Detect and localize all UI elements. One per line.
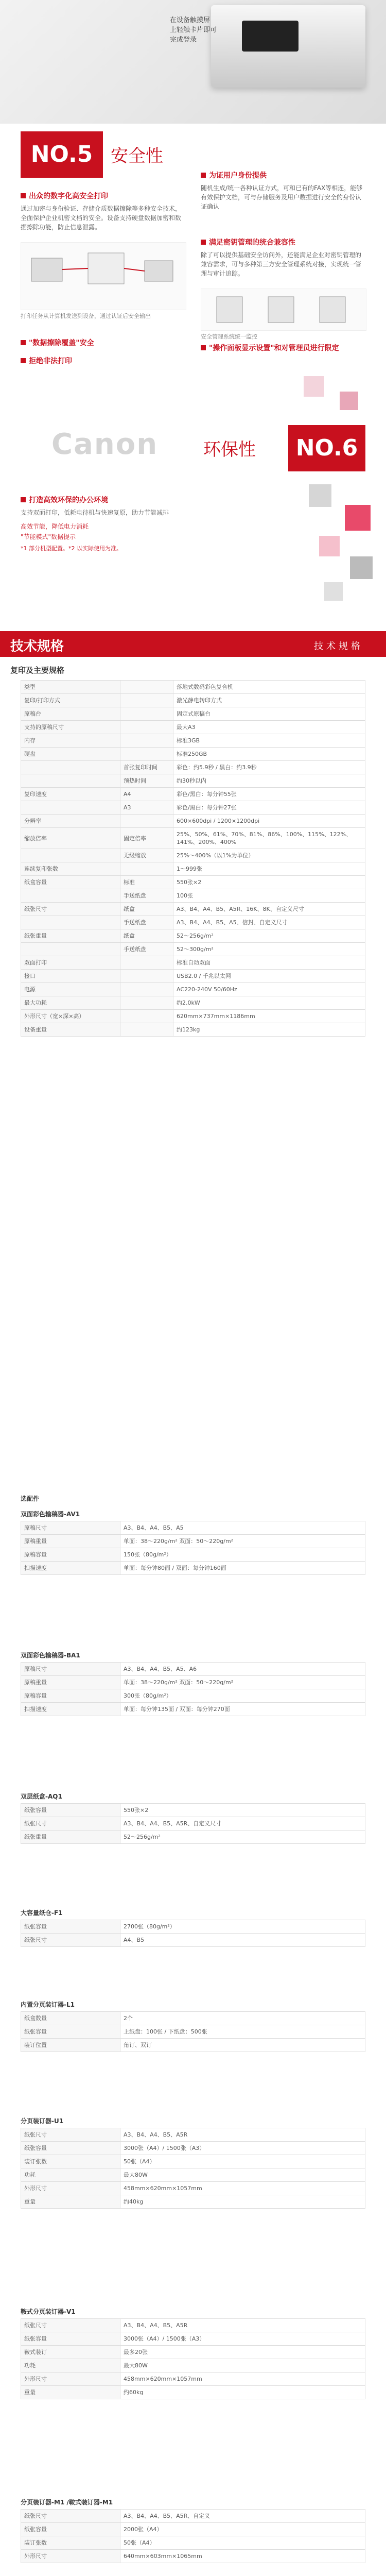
option-key: 重量 bbox=[21, 2195, 120, 2209]
option-value: A4、B5 bbox=[120, 1934, 365, 1947]
option-key: 纸张尺寸 bbox=[21, 2319, 120, 2332]
option-key: 纸张重量 bbox=[21, 1831, 120, 1844]
option-row bbox=[21, 2386, 365, 2399]
spec-subkey bbox=[120, 996, 173, 1010]
option-key: 外形尺寸 bbox=[21, 2550, 120, 2563]
option-value: A3、B4、A4、B5、A5R bbox=[120, 2128, 365, 2142]
option-row bbox=[21, 2195, 365, 2209]
option-key: 扫描速度 bbox=[21, 1562, 120, 1575]
spec-row bbox=[21, 828, 365, 849]
option-key: 鞍式装订 bbox=[21, 2346, 120, 2359]
option-key: 装订张数 bbox=[21, 2155, 120, 2168]
spec-value: USB2.0 / 千兆以太网 bbox=[173, 970, 365, 983]
option-value: A3、B4、A4、B5、A5R bbox=[120, 2319, 365, 2332]
spec-value: A3、B4、A4、B5、A5R、16K、8K、自定义尺寸 bbox=[173, 903, 365, 916]
option-value: 3000张（A4）/ 1500张（A3） bbox=[120, 2332, 365, 2346]
option-key: 装订位置 bbox=[21, 2039, 120, 2052]
option-group-title: 内置分页装订器-L1 bbox=[21, 2001, 75, 2008]
bullet-icon bbox=[21, 193, 26, 198]
option-row bbox=[21, 1817, 365, 1831]
option-key: 装订张数 bbox=[21, 2536, 120, 2550]
option-row bbox=[21, 2025, 365, 2039]
option-value: 300张（80g/m²） bbox=[120, 1689, 365, 1703]
option-row bbox=[21, 1831, 365, 1844]
eco-title: 环保性 bbox=[203, 439, 256, 460]
spec-row bbox=[21, 815, 365, 828]
spec-row bbox=[21, 707, 365, 721]
spec-row bbox=[21, 943, 365, 956]
feature-panel-limit: "操作面板显示设置"和对管理员进行限定 bbox=[201, 343, 365, 353]
spec-subkey: 首张复印时间 bbox=[120, 761, 173, 774]
feature-key-mgmt: 满足密钥管理的统合兼容性 除了可以提供基础安全访问外，还能满足企业对密钥管理的兼容需求，可与多种第三方安全管理系统对接，实现统一管理与审计追踪。 bbox=[201, 239, 362, 277]
option-value: 最多20张 bbox=[120, 2346, 365, 2359]
option-key: 纸张容量 bbox=[21, 2025, 120, 2039]
option-key: 纸张容量 bbox=[21, 2332, 120, 2346]
spec-subkey: 无级缩放 bbox=[120, 849, 173, 862]
option-row bbox=[21, 2332, 365, 2346]
spec-key: 外形尺寸（宽×深×高） bbox=[21, 1010, 120, 1023]
spec-value: 约2.0kW bbox=[173, 996, 365, 1010]
option-row bbox=[21, 2359, 365, 2372]
option-key: 原稿尺寸 bbox=[21, 1663, 120, 1676]
spec-row bbox=[21, 748, 365, 761]
option-value: 550张×2 bbox=[120, 1804, 365, 1817]
feature-auth: 出众的数字化高安全打印 通过加密与身份验证、存储介质数据擦除等多种安全技术，全面保护企业机密文档的安全。设备支持硬盘数据加密和数据擦除功能，防止信息泄露。 bbox=[21, 192, 182, 231]
spec-subkey bbox=[120, 721, 173, 734]
option-value: A3、B4、A4、B5、A5R、自定义 bbox=[120, 2510, 365, 2523]
spec-value: A3、B4、A4、B5、A5、信封、自定义尺寸 bbox=[173, 916, 365, 929]
spec-key bbox=[21, 943, 120, 956]
feature-identity: 为证用户身份提供 随机生成/统一各种认证方式，可和已有的FAX等相连，能够有效保护文档，可与存储服务及用户数据进行安全的身份认证确认 bbox=[201, 172, 363, 210]
option-value: A3、B4、A4、B5、A5、A6 bbox=[120, 1663, 365, 1676]
spec-subkey bbox=[120, 956, 173, 970]
spec-subkey: 标准 bbox=[120, 876, 173, 889]
spec-value: 600×600dpi / 1200×1200dpi bbox=[173, 815, 365, 828]
spec-row bbox=[21, 916, 365, 929]
bullet-icon bbox=[201, 345, 206, 350]
option-key: 原稿容量 bbox=[21, 1689, 120, 1703]
option-key: 纸张容量 bbox=[21, 1804, 120, 1817]
option-row bbox=[21, 1521, 365, 1535]
option-row bbox=[21, 1804, 365, 1817]
spec-subkey bbox=[120, 748, 173, 761]
spec-subkey: 手送纸盘 bbox=[120, 889, 173, 903]
spec-key: 双面打印 bbox=[21, 956, 120, 970]
spec-key: 纸盒容量 bbox=[21, 876, 120, 889]
spec-key bbox=[21, 774, 120, 788]
option-group-title: 双面彩色输稿器-AV1 bbox=[21, 1511, 80, 1518]
option-row bbox=[21, 1689, 365, 1703]
option-row bbox=[21, 2155, 365, 2168]
option-row bbox=[21, 2536, 365, 2550]
option-row bbox=[21, 1663, 365, 1676]
spec-row bbox=[21, 970, 365, 983]
option-value: 约60kg bbox=[120, 2386, 365, 2399]
eco-features: 打造高效环保的办公环境 支持双面打印，低耗电待机与快速复原，助力节能减排 高效节能，降低电力消耗 "节能模式"数据提示 *1 部分机型配置。*2 以实际使用为准。 bbox=[21, 496, 169, 552]
spec-value: 52～256g/m² bbox=[173, 929, 365, 943]
spec-value: 550张×2 bbox=[173, 876, 365, 889]
spec-key: 纸张重量 bbox=[21, 929, 120, 943]
spec-key: 接口 bbox=[21, 970, 120, 983]
option-key: 功耗 bbox=[21, 2359, 120, 2372]
spec-row bbox=[21, 788, 365, 801]
security-diagram-right bbox=[201, 289, 366, 331]
bullet-icon bbox=[201, 173, 206, 178]
option-value: 50张（A4） bbox=[120, 2155, 365, 2168]
feature-reject-print: 拒绝非法打印 bbox=[21, 355, 72, 366]
spec-key: 复印速度 bbox=[21, 788, 120, 801]
option-value: A3、B4、A4、B5、A5 bbox=[120, 1521, 365, 1535]
spec-subkey bbox=[120, 970, 173, 983]
option-key: 原稿重量 bbox=[21, 1676, 120, 1689]
spec-subkey: 手送纸盘 bbox=[120, 943, 173, 956]
spec-row bbox=[21, 1023, 365, 1037]
bullet-icon bbox=[201, 240, 206, 245]
spec-value: 52～300g/m² bbox=[173, 943, 365, 956]
spec-key: 类型 bbox=[21, 681, 120, 694]
spec-subkey: 手送纸盘 bbox=[120, 916, 173, 929]
option-group-title: 双面彩色输稿器-BA1 bbox=[21, 1652, 80, 1659]
spec-value: 620mm×737mm×1186mm bbox=[173, 1010, 365, 1023]
option-row bbox=[21, 1548, 365, 1562]
spec-value: 约30秒以内 bbox=[173, 774, 365, 788]
security-badge: NO.5 bbox=[21, 131, 103, 178]
option-key: 原稿尺寸 bbox=[21, 1521, 120, 1535]
eco-badge: NO.6 bbox=[288, 425, 365, 471]
spec-key: 连续复印张数 bbox=[21, 862, 120, 876]
spec-row bbox=[21, 983, 365, 996]
option-group-title: 分页装订器-U1 bbox=[21, 2117, 64, 2125]
spec-key bbox=[21, 761, 120, 774]
spec-subkey: 纸盒 bbox=[120, 929, 173, 943]
spec-subkey bbox=[120, 694, 173, 707]
option-value: 单面：每分钟80面 / 双面：每分钟160面 bbox=[120, 1562, 365, 1575]
spec-key: 纸张尺寸 bbox=[21, 903, 120, 916]
option-key: 外形尺寸 bbox=[21, 2182, 120, 2195]
spec-value: 100张 bbox=[173, 889, 365, 903]
option-table bbox=[21, 1920, 365, 1947]
spec-row bbox=[21, 1010, 365, 1023]
option-row bbox=[21, 2039, 365, 2052]
option-value: 150张（80g/m²） bbox=[120, 1548, 365, 1562]
spec-key: 原稿台 bbox=[21, 707, 120, 721]
spec-key: 电源 bbox=[21, 983, 120, 996]
spec-subkey bbox=[120, 983, 173, 996]
spec-value: 彩色/黑白：每分钟55张 bbox=[173, 788, 365, 801]
option-value: 2000张（A4） bbox=[120, 2523, 365, 2536]
option-value: 单面：38～220g/m² 双面：50～220g/m² bbox=[120, 1535, 365, 1548]
option-value: 约40kg bbox=[120, 2195, 365, 2209]
spec-key bbox=[21, 889, 120, 903]
spec-row bbox=[21, 929, 365, 943]
spec-key: 设备重量 bbox=[21, 1023, 120, 1037]
spec-subkey: 预热时间 bbox=[120, 774, 173, 788]
spec-row bbox=[21, 761, 365, 774]
spec-subkey: A4 bbox=[120, 788, 173, 801]
option-value: 最大80W bbox=[120, 2359, 365, 2372]
spec-row bbox=[21, 721, 365, 734]
spec-key: 复印/打印方式 bbox=[21, 694, 120, 707]
option-key: 扫描速度 bbox=[21, 1703, 120, 1716]
option-row bbox=[21, 2168, 365, 2182]
spec-value: 彩色/黑白：每分钟27张 bbox=[173, 801, 365, 815]
hero-photo bbox=[0, 0, 386, 124]
option-value: 2个 bbox=[120, 2012, 365, 2025]
option-row bbox=[21, 2372, 365, 2386]
option-value: 单面：38～220g/m² 双面：50～220g/m² bbox=[120, 1676, 365, 1689]
option-value: 458mm×620mm×1057mm bbox=[120, 2372, 365, 2386]
option-row bbox=[21, 1676, 365, 1689]
spec-title: 技术规格 bbox=[10, 639, 64, 654]
spec-value: AC220-240V 50/60Hz bbox=[173, 983, 365, 996]
spec-row bbox=[21, 681, 365, 694]
option-row bbox=[21, 1703, 365, 1716]
option-value: 52～256g/m² bbox=[120, 1831, 365, 1844]
option-key: 原稿重量 bbox=[21, 1535, 120, 1548]
option-key: 纸张容量 bbox=[21, 2523, 120, 2536]
bullet-icon bbox=[21, 340, 26, 345]
option-group-title: 鞍式分页装订器-V1 bbox=[21, 2308, 76, 2315]
security-title: 安全性 bbox=[111, 146, 163, 166]
spec-value: 25%～400%（以1%为单位） bbox=[173, 849, 365, 862]
spec-value: 标准250GB bbox=[173, 748, 365, 761]
diagram-caption-left: 打印任务从计算机发送到设备，通过认证后安全输出 bbox=[21, 313, 151, 319]
spec-row bbox=[21, 876, 365, 889]
spec-subkey bbox=[120, 707, 173, 721]
option-row bbox=[21, 1562, 365, 1575]
spec-subkey bbox=[120, 862, 173, 876]
spec-subkey: 固定倍率 bbox=[120, 828, 173, 849]
spec-subkey bbox=[120, 1023, 173, 1037]
option-key: 纸张尺寸 bbox=[21, 1934, 120, 1947]
spec-key: 硬盘 bbox=[21, 748, 120, 761]
option-table bbox=[21, 1662, 365, 1716]
spec-row bbox=[21, 734, 365, 748]
spec-subkey bbox=[120, 1010, 173, 1023]
option-value: 2700张（80g/m²） bbox=[120, 1920, 365, 1934]
option-group-title: 分页装订器-M1 /鞍式装订器-M1 bbox=[21, 2499, 113, 2506]
spec-row bbox=[21, 694, 365, 707]
option-key: 纸张容量 bbox=[21, 1920, 120, 1934]
spec-subtitle: 复印及主要规格 bbox=[10, 666, 65, 675]
spec-key: 最大功耗 bbox=[21, 996, 120, 1010]
option-table bbox=[21, 1803, 365, 1844]
spec-row bbox=[21, 801, 365, 815]
option-key: 外形尺寸 bbox=[21, 2372, 120, 2386]
option-key: 纸张尺寸 bbox=[21, 1817, 120, 1831]
option-value: 最大80W bbox=[120, 2168, 365, 2182]
option-row bbox=[21, 1535, 365, 1548]
option-row bbox=[21, 2142, 365, 2155]
option-key: 纸盒数量 bbox=[21, 2012, 120, 2025]
spec-subkey bbox=[120, 734, 173, 748]
option-table bbox=[21, 2509, 365, 2563]
option-value: 458mm×620mm×1057mm bbox=[120, 2182, 365, 2195]
bullet-icon bbox=[21, 358, 26, 363]
option-value: 单面：每分钟135面 / 双面：每分钟270面 bbox=[120, 1703, 365, 1716]
spec-value: 约123kg bbox=[173, 1023, 365, 1037]
option-row bbox=[21, 2319, 365, 2332]
option-key: 纸张尺寸 bbox=[21, 2510, 120, 2523]
spec-subkey bbox=[120, 815, 173, 828]
spec-row bbox=[21, 996, 365, 1010]
spec-row bbox=[21, 889, 365, 903]
option-row bbox=[21, 2346, 365, 2359]
options-title: 选配件 bbox=[21, 1495, 40, 1502]
spec-value: 最大A3 bbox=[173, 721, 365, 734]
option-value: 50张（A4） bbox=[120, 2536, 365, 2550]
option-key: 纸张容量 bbox=[21, 2142, 120, 2155]
option-table bbox=[21, 2128, 365, 2209]
spec-value: 彩色：约5.9秒 / 黑白：约3.9秒 bbox=[173, 761, 365, 774]
option-row bbox=[21, 2523, 365, 2536]
spec-value: 1～999张 bbox=[173, 862, 365, 876]
option-row bbox=[21, 2128, 365, 2142]
spec-key: 分辨率 bbox=[21, 815, 120, 828]
spec-subkey bbox=[120, 681, 173, 694]
spec-row bbox=[21, 903, 365, 916]
option-value: 上纸盘：100张 / 下纸盘：500张 bbox=[120, 2025, 365, 2039]
option-row bbox=[21, 2182, 365, 2195]
spec-value: 25%、50%、61%、70%、81%、86%、100%、115%、122%、141%、200%、400% bbox=[173, 828, 365, 849]
option-row bbox=[21, 2510, 365, 2523]
option-group-title: 双层纸盒-AQ1 bbox=[21, 1793, 62, 1800]
option-key: 纸张尺寸 bbox=[21, 2128, 120, 2142]
option-row bbox=[21, 2550, 365, 2563]
option-table bbox=[21, 2318, 365, 2399]
spec-tag: 技术规格 bbox=[314, 641, 363, 652]
spec-key: 支持的原稿尺寸 bbox=[21, 721, 120, 734]
canon-logo: Canon bbox=[51, 428, 159, 461]
spec-row bbox=[21, 862, 365, 876]
option-key: 原稿容量 bbox=[21, 1548, 120, 1562]
spec-row bbox=[21, 849, 365, 862]
bullet-icon bbox=[21, 497, 26, 502]
feature-erase: "数据擦除覆盖"安全 bbox=[21, 337, 94, 348]
spec-key: 缩放倍率 bbox=[21, 828, 120, 849]
option-value: 角订、双订 bbox=[120, 2039, 365, 2052]
main-spec-table bbox=[21, 680, 365, 1037]
option-value: A3、B4、A4、B5、A5R、自定义尺寸 bbox=[120, 1817, 365, 1831]
option-row bbox=[21, 2012, 365, 2025]
spec-subkey: A3 bbox=[120, 801, 173, 815]
spec-value: 激光静电转印方式 bbox=[173, 694, 365, 707]
network-diagram-icon bbox=[21, 243, 186, 310]
spec-key bbox=[21, 849, 120, 862]
spec-value: 固定式原稿台 bbox=[173, 707, 365, 721]
spec-key bbox=[21, 801, 120, 815]
spec-key bbox=[21, 916, 120, 929]
spec-value: 标准自动双面 bbox=[173, 956, 365, 970]
diagram-caption-right: 安全管理系统统一监控 bbox=[201, 333, 257, 340]
spec-row bbox=[21, 774, 365, 788]
server-diagram-icon bbox=[201, 289, 366, 330]
option-row bbox=[21, 1920, 365, 1934]
option-value: 3000张（A4）/ 1500张（A3） bbox=[120, 2142, 365, 2155]
option-row bbox=[21, 1934, 365, 1947]
spec-value: 标准3GB bbox=[173, 734, 365, 748]
spec-value: 落地式数码彩色复合机 bbox=[173, 681, 365, 694]
option-key: 功耗 bbox=[21, 2168, 120, 2182]
option-value: 640mm×603mm×1065mm bbox=[120, 2550, 365, 2563]
spec-row bbox=[21, 956, 365, 970]
hero-description: 在设备触摸屏 上轻触卡片即可 完成登录 bbox=[170, 16, 217, 44]
option-table bbox=[21, 2011, 365, 2052]
option-group-title: 大容量纸仓-F1 bbox=[21, 1909, 63, 1917]
option-key: 重量 bbox=[21, 2386, 120, 2399]
spec-subkey: 纸盒 bbox=[120, 903, 173, 916]
security-diagram-left bbox=[21, 242, 186, 310]
option-table bbox=[21, 1521, 365, 1575]
cube-decoration-icon bbox=[288, 371, 386, 618]
spec-key: 内存 bbox=[21, 734, 120, 748]
